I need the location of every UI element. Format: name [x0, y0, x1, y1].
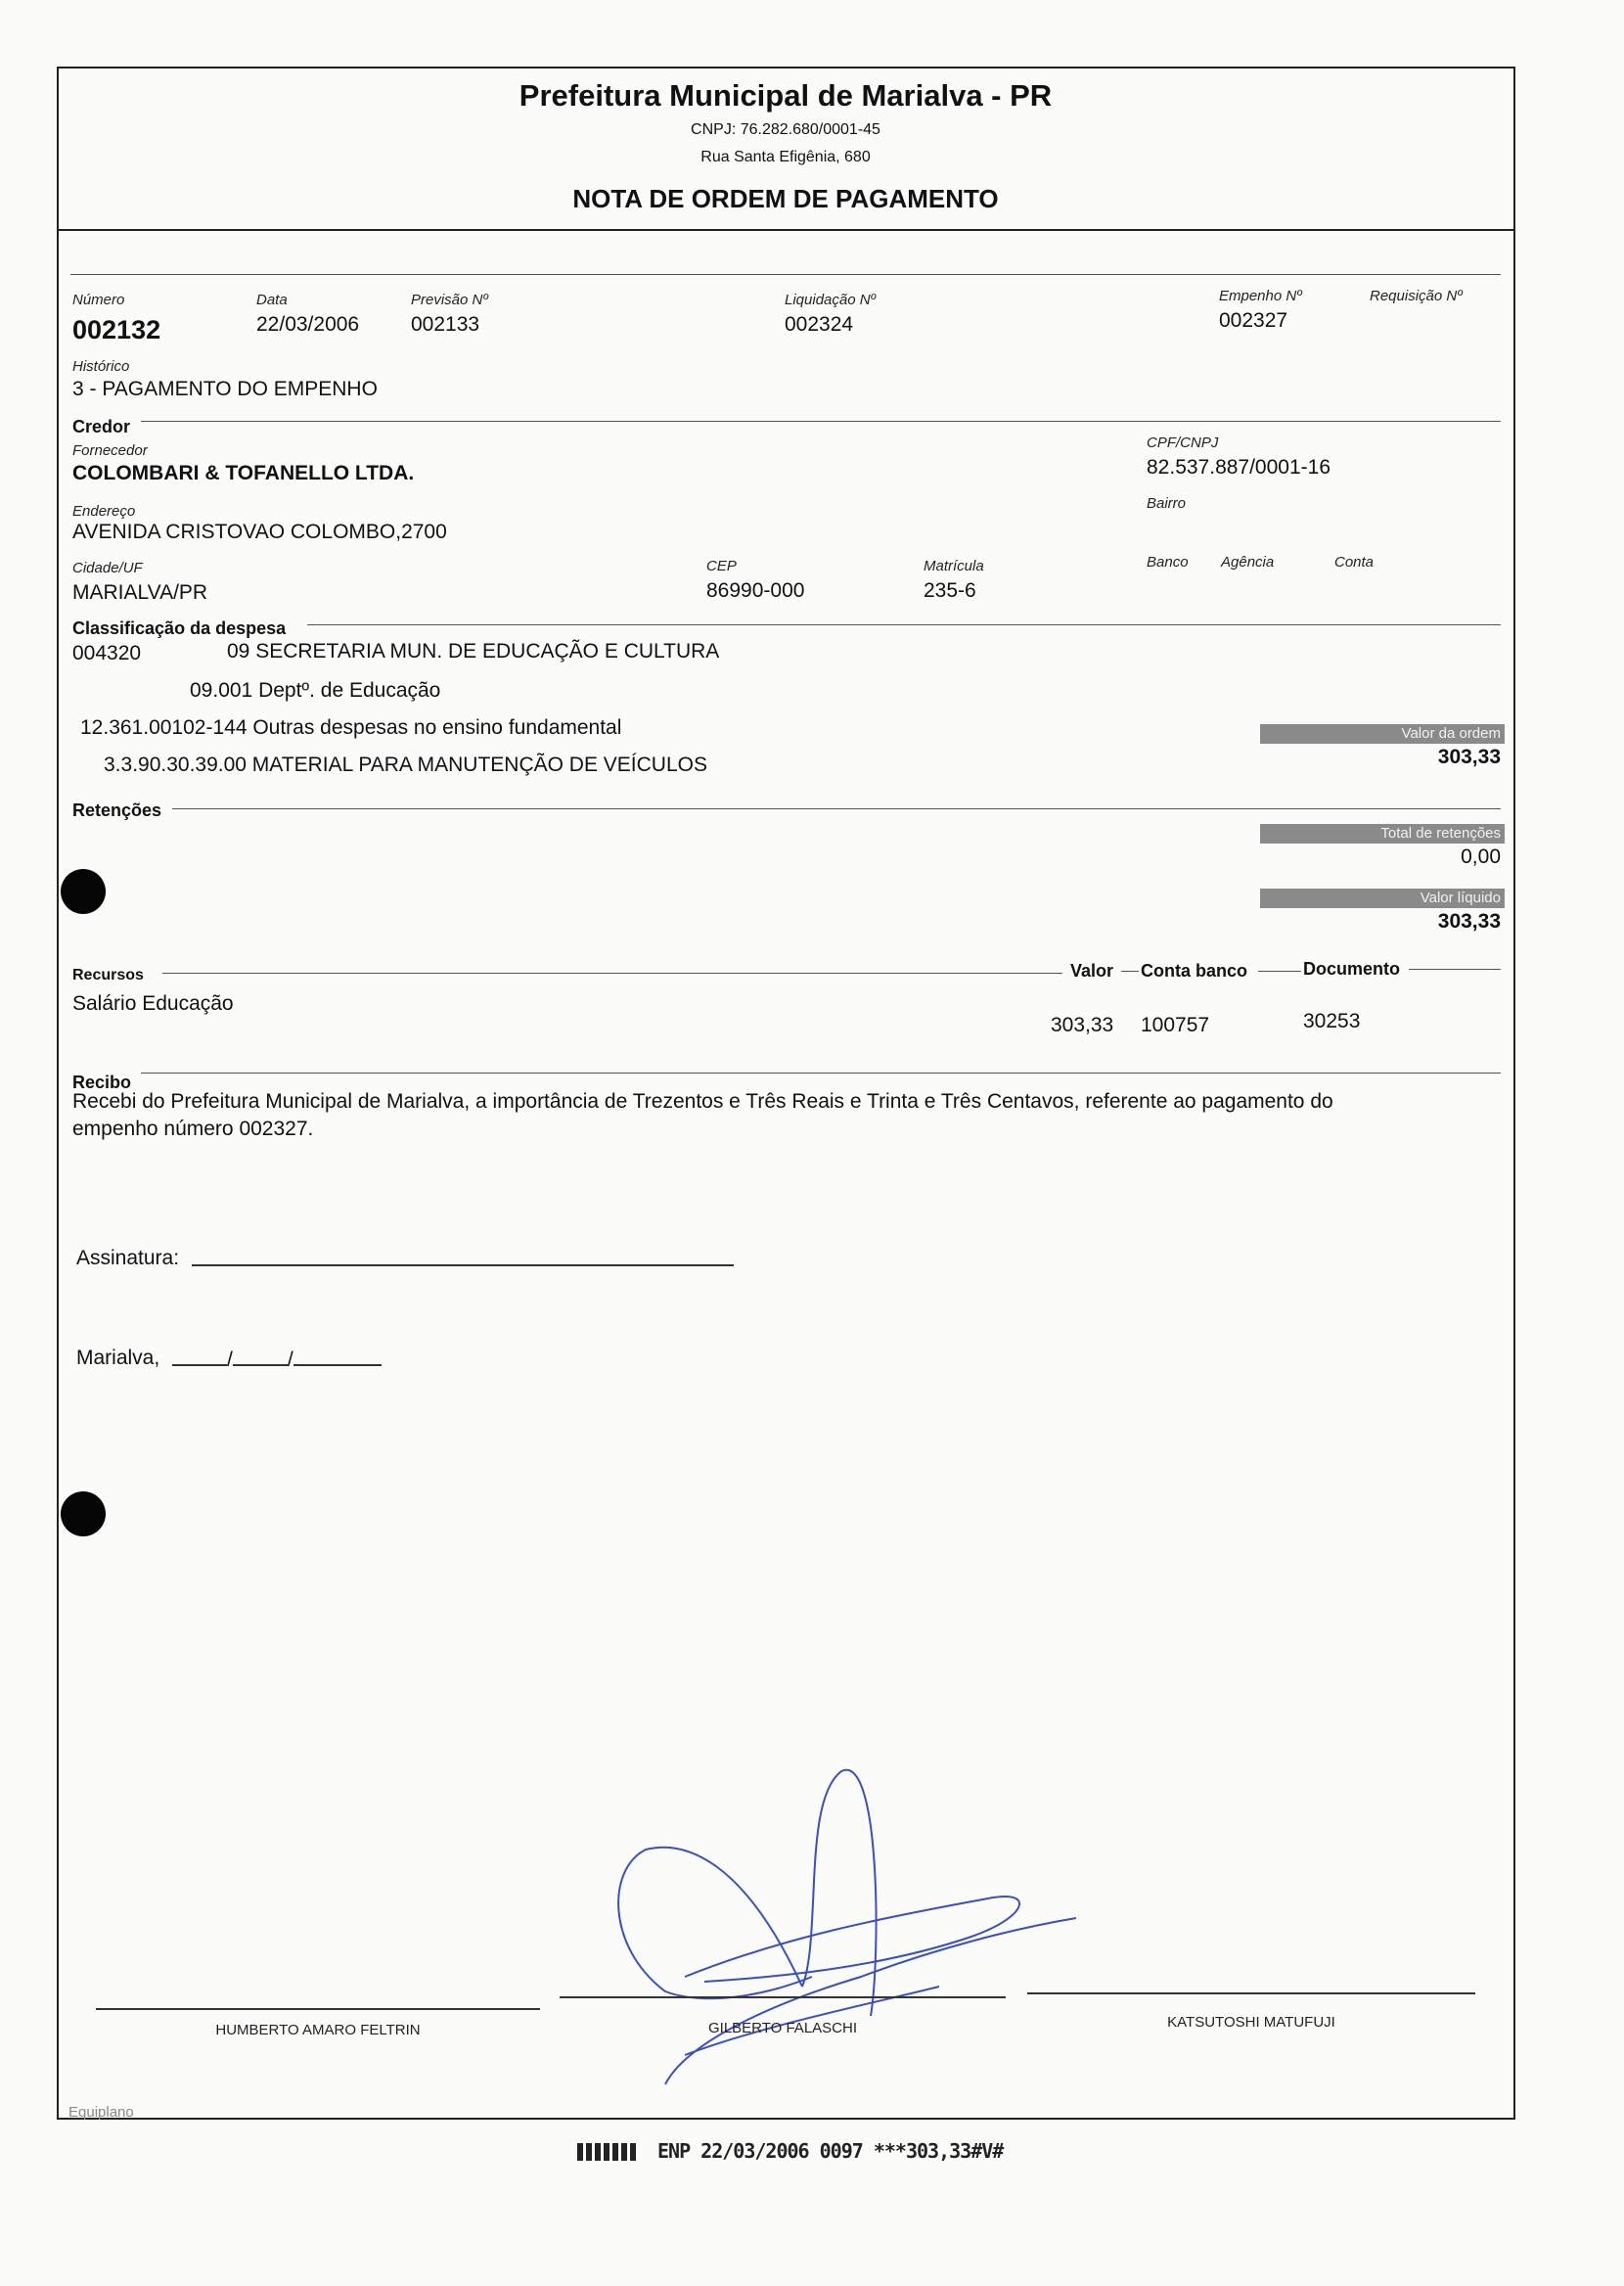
bairro-label: Bairro [1147, 495, 1187, 512]
header-cnpj: CNPJ: 76.282.680/0001-45 [691, 121, 880, 138]
retencoes-section: Retenções [72, 800, 162, 820]
fornecedor-label: Fornecedor [72, 442, 148, 459]
previsao-label: Previsão Nº [411, 292, 488, 308]
credor-section: Credor [72, 417, 131, 436]
classificacao-line3: 12.361.00102-144 Outras despesas no ensino fundamental [80, 716, 622, 739]
recursos-rule-4 [1409, 969, 1501, 970]
cidade-label: Cidade/UF [72, 560, 143, 576]
numero-value: 002132 [72, 315, 161, 344]
historico-label: Histórico [72, 358, 130, 375]
software-label: Equiplano [68, 2104, 134, 2121]
local-data-blanks: / / [172, 1347, 382, 1372]
classificacao-line1: 09 SECRETARIA MUN. DE EDUCAÇÃO E CULTURA [227, 640, 720, 663]
punch-hole-bottom [61, 1491, 106, 1536]
credor-rule [141, 421, 1501, 422]
recursos-valor: 303,33 [1051, 1014, 1114, 1036]
signature-line-1 [96, 2008, 540, 2010]
endereco-label: Endereço [72, 503, 136, 520]
recursos-rule-2 [1121, 971, 1139, 972]
valor-liquido-bar: Valor líquido [1260, 889, 1505, 908]
recursos-conta-label: Conta banco [1141, 961, 1248, 981]
empenho-label: Empenho Nº [1219, 288, 1302, 304]
recursos-rule-3 [1258, 971, 1301, 972]
classificacao-code: 004320 [72, 642, 142, 664]
matricula-label: Matrícula [924, 558, 984, 574]
retencoes-rule [172, 808, 1501, 809]
signature-line-2 [560, 1996, 1006, 1998]
assinatura-label: Assinatura: [76, 1247, 180, 1269]
classificacao-rule [307, 624, 1501, 625]
header-address: Rua Santa Efigênia, 680 [700, 149, 871, 165]
recursos-valor-label: Valor [1070, 961, 1114, 981]
valor-liquido-value: 303,33 [1437, 910, 1501, 933]
numero-label: Número [72, 292, 125, 308]
signature-line-3 [1027, 1992, 1475, 1994]
recibo-line2: empenho número 002327. [72, 1118, 314, 1140]
classificacao-line2: 09.001 Deptº. de Educação [190, 679, 441, 702]
document-title: NOTA DE ORDEM DE PAGAMENTO [572, 184, 999, 213]
recibo-rule [141, 1073, 1501, 1074]
agencia-label: Agência [1221, 554, 1275, 571]
banco-label: Banco [1147, 554, 1189, 571]
signatory-1: HUMBERTO AMARO FELTRIN [215, 2022, 421, 2038]
assinatura-line [192, 1264, 734, 1266]
endereco-value: AVENIDA CRISTOVAO COLOMBO,2700 [72, 521, 447, 543]
empenho-value: 002327 [1219, 309, 1288, 332]
requisicao-label: Requisição Nº [1370, 288, 1463, 304]
classificacao-section: Classificação da despesa [72, 618, 287, 638]
signatory-2: GILBERTO FALASCHI [708, 2020, 857, 2036]
cidade-value: MARIALVA/PR [72, 581, 208, 604]
matricula-value: 235-6 [924, 579, 976, 602]
recursos-documento-label: Documento [1303, 959, 1400, 979]
cpf-label: CPF/CNPJ [1147, 434, 1219, 451]
valor-ordem-bar: Valor da ordem [1260, 724, 1505, 744]
previsao-value: 002133 [411, 313, 480, 336]
total-retencoes-bar: Total de retenções [1260, 824, 1505, 844]
fornecedor-value: COLOMBARI & TOFANELLO LTDA. [72, 462, 415, 484]
liquidacao-label: Liquidação Nº [785, 292, 877, 308]
header-divider [57, 229, 1515, 231]
stamp-logo [577, 2143, 636, 2161]
cpf-value: 82.537.887/0001-16 [1147, 456, 1331, 479]
recursos-documento: 30253 [1303, 1010, 1361, 1032]
top-rule [70, 274, 1501, 275]
authentication-stamp: ENP 22/03/2006 0097 ***303,33#V# [657, 2139, 1004, 2163]
recursos-fonte: Salário Educação [72, 992, 234, 1015]
recibo-section: Recibo [72, 1073, 132, 1092]
valor-ordem-value: 303,33 [1437, 746, 1501, 768]
total-retencoes-value: 0,00 [1461, 846, 1501, 868]
cep-value: 86990-000 [706, 579, 805, 602]
local-data-label: Marialva, [76, 1347, 160, 1369]
recursos-conta: 100757 [1141, 1014, 1210, 1036]
recibo-line1: Recebi do Prefeitura Municipal de Marialva, a importância de Trezentos e Três Reais e Trinta e Três Centavos, referente ao pagamento do [72, 1090, 1333, 1113]
data-label: Data [256, 292, 288, 308]
signatory-3: KATSUTOSHI MATUFUJI [1167, 2014, 1335, 2031]
liquidacao-value: 002324 [785, 313, 854, 336]
historico-value: 3 - PAGAMENTO DO EMPENHO [72, 378, 378, 400]
data-value: 22/03/2006 [256, 313, 360, 336]
punch-hole-top [61, 869, 106, 914]
conta-label: Conta [1334, 554, 1375, 571]
recursos-rule [162, 973, 1062, 974]
recursos-section: Recursos [72, 967, 144, 983]
classificacao-line4: 3.3.90.30.39.00 MATERIAL PARA MANUTENÇÃO DE VEÍCULOS [104, 754, 707, 776]
header-title: Prefeitura Municipal de Marialva - PR [519, 78, 1053, 113]
cep-label: CEP [706, 558, 737, 574]
